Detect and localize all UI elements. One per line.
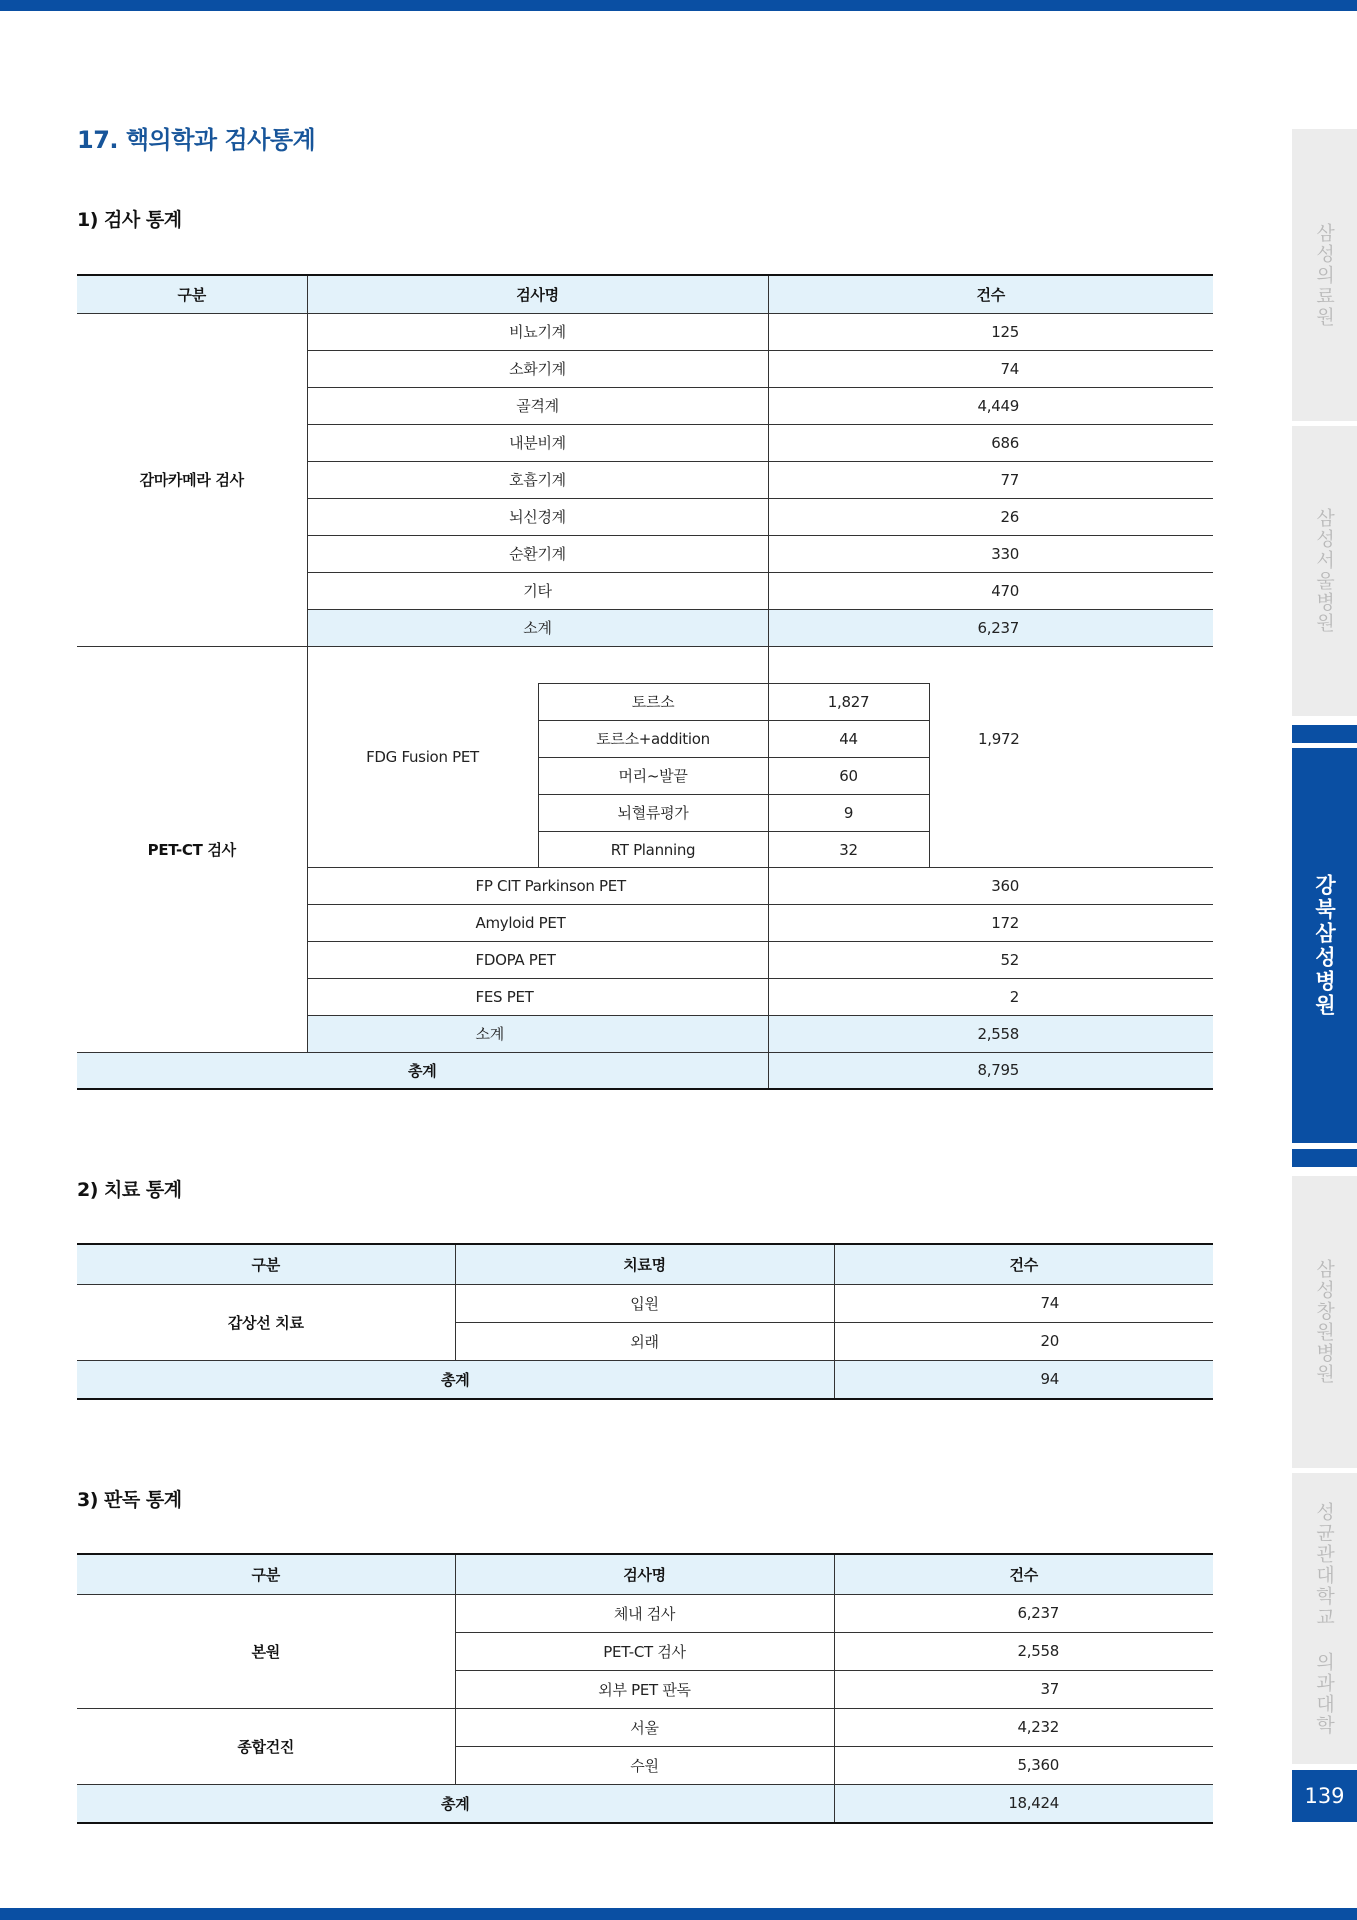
fdg-item-name: 머리~발끝: [538, 757, 768, 794]
count-cell: 74: [768, 350, 1213, 387]
reading-stats-table: [77, 1553, 1213, 1824]
header-treatment-name: 치료명: [455, 1244, 834, 1284]
treatment-name-cell: 입원: [455, 1284, 834, 1322]
fdg-nested-cell: [307, 646, 870, 867]
count-cell: 686: [768, 424, 1213, 461]
exam-name-cell: 서울: [455, 1708, 834, 1746]
subtotal-label-cell: 소계: [307, 1015, 768, 1052]
gamma-category-cell: 감마카메라 검사: [77, 313, 307, 646]
active-tab-accent-bottom: [1292, 1149, 1357, 1167]
petct-category-cell: PET-CT 검사: [77, 646, 307, 1052]
count-cell: 125: [768, 313, 1213, 350]
table-row: [77, 1284, 1213, 1322]
count-cell: 2,558: [834, 1632, 1213, 1670]
exam-name-cell: 외부 PET 판독: [455, 1670, 834, 1708]
table-row: [77, 1708, 1213, 1746]
active-tab-accent-top: [1292, 725, 1357, 743]
total-label-cell: 총계: [77, 1052, 768, 1089]
exam-name-cell: FP CIT Parkinson PET: [307, 867, 768, 904]
top-brand-bar: [0, 0, 1357, 11]
fdg-total-value: 1,972: [978, 730, 1020, 748]
fdg-item-count: 9: [768, 794, 929, 831]
fdg-item-name: 토르소+addition: [538, 720, 768, 757]
subtotal-label-cell: 소계: [307, 609, 768, 646]
subtotal-count-cell: 2,558: [768, 1015, 1213, 1052]
fdg-item-name: 뇌혈류평가: [538, 794, 768, 831]
exam-name-cell: FDOPA PET: [307, 941, 768, 978]
count-cell: 6,237: [834, 1594, 1213, 1632]
count-cell: 4,449: [768, 387, 1213, 424]
section-title: 17. 핵의학과 검사통계: [77, 126, 316, 154]
side-tab-skku-medicine[interactable]: [1292, 1473, 1357, 1764]
count-cell: 330: [768, 535, 1213, 572]
total-count-cell: 94: [834, 1360, 1213, 1399]
total-row: [77, 1360, 1213, 1399]
exam-name-cell: 기타: [307, 572, 768, 609]
treatment-stats-table: [77, 1243, 1213, 1400]
count-cell: 26: [768, 498, 1213, 535]
fdg-item-count: 60: [768, 757, 929, 794]
side-tab-label: 강북삼성병원: [1312, 873, 1337, 1018]
treatment-stats-title: 2) 치료 통계: [77, 1179, 182, 1201]
table-row: [77, 1594, 1213, 1632]
side-tab-kangbuk-samsung-hospital[interactable]: [1292, 748, 1357, 1143]
count-cell: 37: [834, 1670, 1213, 1708]
total-row: [77, 1784, 1213, 1823]
fdg-row: [77, 646, 1213, 867]
exam-name-cell: FES PET: [307, 978, 768, 1015]
count-cell: 52: [768, 941, 1213, 978]
table-header-row: [77, 1244, 1213, 1284]
thyroid-category-cell: 갑상선 치료: [77, 1284, 455, 1360]
exam-name-cell: PET-CT 검사: [455, 1632, 834, 1670]
total-row: [77, 1052, 1213, 1089]
side-tab-label: 삼성의료원: [1313, 222, 1335, 328]
table-header-row: [77, 275, 1213, 313]
exam-name-cell: 비뇨기계: [307, 313, 768, 350]
exam-stats-title: 1) 검사 통계: [77, 209, 182, 231]
exam-name-cell: 뇌신경계: [307, 498, 768, 535]
exam-name-cell: 순환기계: [307, 535, 768, 572]
side-tab-label: 삼성창원병원: [1313, 1259, 1335, 1385]
side-tab-label: 삼성서울병원: [1313, 508, 1335, 634]
count-cell: 20: [834, 1322, 1213, 1360]
header-category: 구분: [77, 1554, 455, 1594]
total-count-cell: 18,424: [834, 1784, 1213, 1823]
table-row: [77, 313, 1213, 350]
fdg-label: FDG Fusion PET: [366, 747, 479, 766]
fdg-item-count: 1,827: [768, 683, 929, 720]
fdg-item-name: RT Planning: [538, 831, 768, 868]
fdg-item-name: 토르소: [538, 683, 768, 720]
count-cell: 360: [768, 867, 1213, 904]
side-tab-samsung-changwon-hospital[interactable]: [1292, 1176, 1357, 1468]
header-category: 구분: [77, 275, 307, 313]
header-count: 건수: [834, 1554, 1213, 1594]
header-category: 구분: [77, 1244, 455, 1284]
total-count-cell: 8,795: [768, 1052, 1213, 1089]
reading-stats-title: 3) 판독 통계: [77, 1489, 182, 1511]
header-count: 건수: [834, 1244, 1213, 1284]
count-cell: 172: [768, 904, 1213, 941]
count-cell: 470: [768, 572, 1213, 609]
exam-stats-table: [77, 274, 1213, 1090]
exam-name-cell: 골격계: [307, 387, 768, 424]
treatment-name-cell: 외래: [455, 1322, 834, 1360]
header-exam-name: 검사명: [307, 275, 768, 313]
side-tab-samsung-medical-center[interactable]: [1292, 129, 1357, 421]
subtotal-count-cell: 6,237: [768, 609, 1213, 646]
total-label-cell: 총계: [77, 1360, 834, 1399]
count-cell: 5,360: [834, 1746, 1213, 1784]
exam-name-cell: 내분비계: [307, 424, 768, 461]
side-tab-samsung-seoul-hospital[interactable]: [1292, 426, 1357, 716]
exam-name-cell: 소화기계: [307, 350, 768, 387]
main-hospital-category-cell: 본원: [77, 1594, 455, 1708]
page-number: 139: [1292, 1770, 1357, 1822]
exam-name-cell: Amyloid PET: [307, 904, 768, 941]
fdg-total-cell: [768, 646, 1213, 867]
exam-name-cell: 수원: [455, 1746, 834, 1784]
fdg-item-count: 32: [768, 831, 929, 868]
fdg-item-count: 44: [768, 720, 929, 757]
checkup-category-cell: 종합건진: [77, 1708, 455, 1784]
side-tab-label: 성균관대학교 의과대학: [1313, 1501, 1335, 1736]
count-cell: 77: [768, 461, 1213, 498]
header-count: 건수: [768, 275, 1213, 313]
total-label-cell: 총계: [77, 1784, 834, 1823]
exam-name-cell: 체내 검사: [455, 1594, 834, 1632]
count-cell: 2: [768, 978, 1213, 1015]
count-cell: 74: [834, 1284, 1213, 1322]
table-header-row: [77, 1554, 1213, 1594]
count-cell: 4,232: [834, 1708, 1213, 1746]
exam-name-cell: 호흡기계: [307, 461, 768, 498]
bottom-brand-bar: [0, 1908, 1357, 1920]
header-exam-name: 검사명: [455, 1554, 834, 1594]
